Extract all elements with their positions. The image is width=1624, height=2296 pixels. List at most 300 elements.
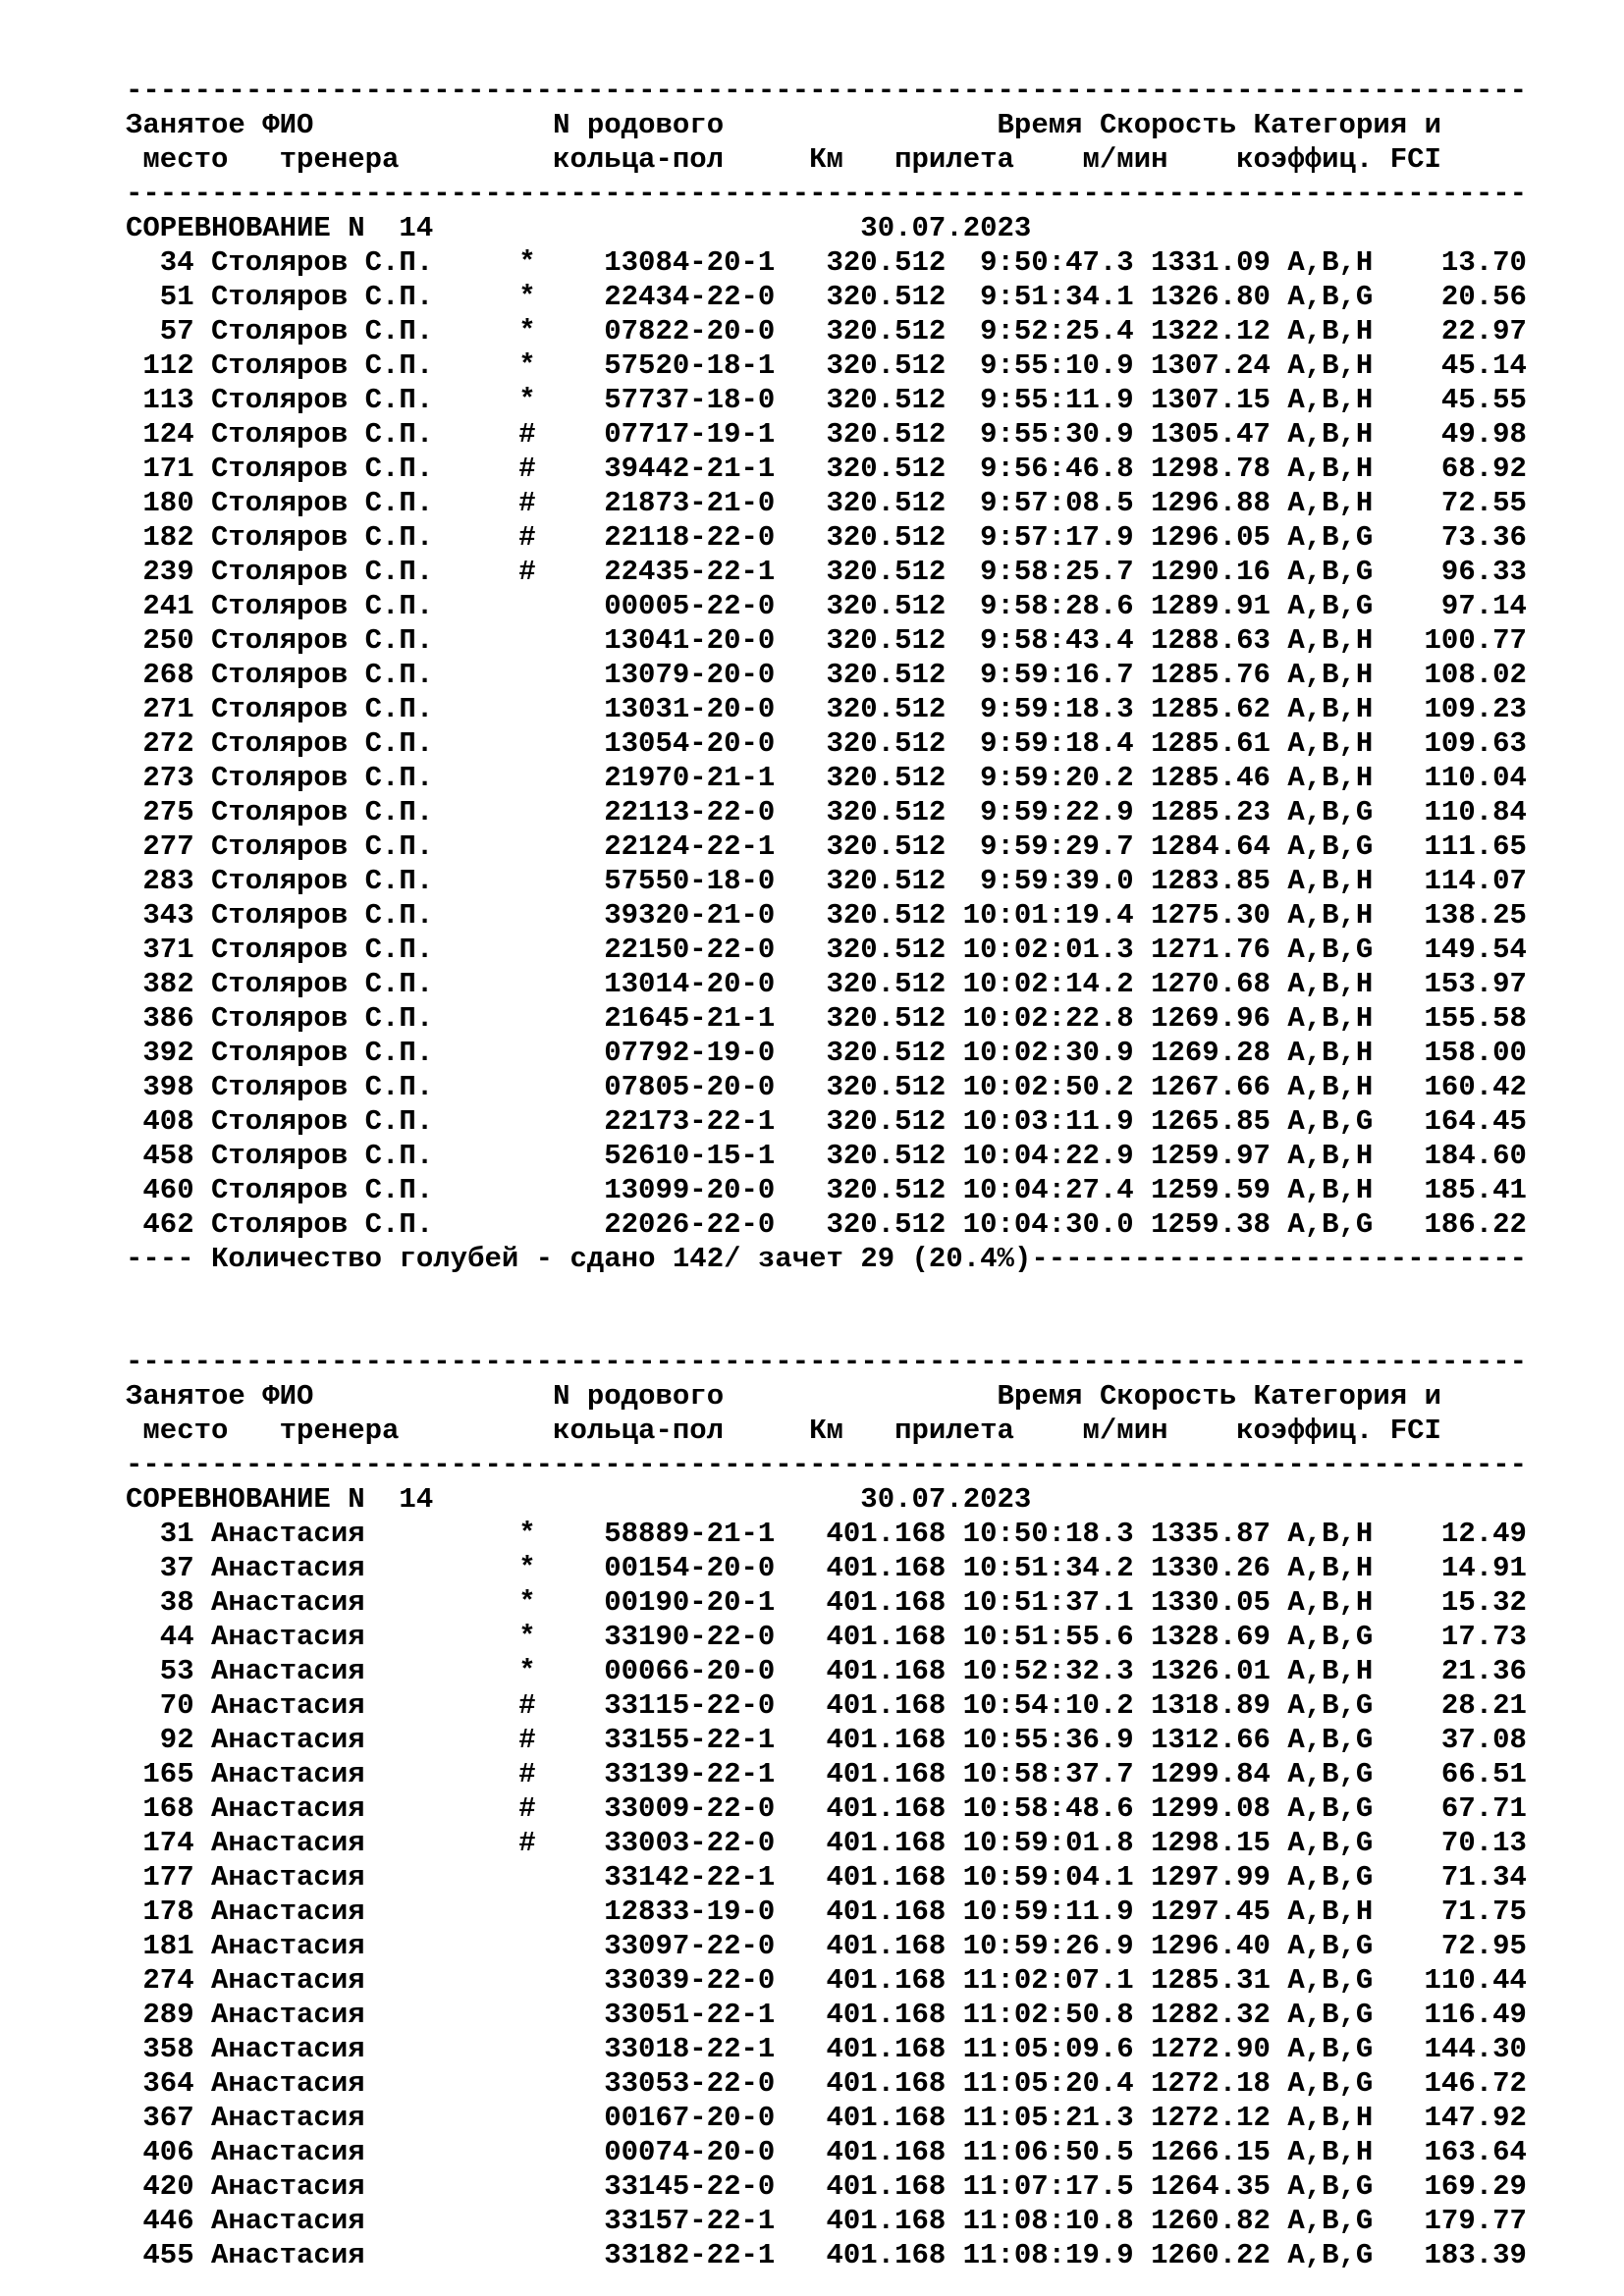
row-category: A,B,H [1287, 1655, 1374, 1687]
row-category: A,B,G [1287, 1792, 1374, 1825]
row-trainer-name: Столяров С.П. [211, 693, 434, 725]
row-km: 401.168 [826, 1689, 947, 1722]
row-speed: 1267.66 [1151, 1071, 1271, 1103]
header-arrival: прилета [894, 1415, 1014, 1447]
row-trainer-name: Анастасия [211, 1758, 365, 1790]
row-arrival-time: 11:06:50.5 [962, 2136, 1134, 2168]
row-trainer-name: Столяров С.П. [211, 246, 434, 279]
row-ring-number: 52610-15-1 [604, 1140, 776, 1172]
row-arrival-time: 11:02:50.8 [962, 1999, 1134, 2031]
header-arrival: прилета [894, 143, 1014, 176]
row-ring-number: 57520-18-1 [604, 349, 776, 382]
sp [194, 555, 211, 589]
row-speed: 1298.78 [1151, 453, 1271, 485]
sp [194, 1895, 211, 1929]
row-km: 320.512 [826, 899, 947, 932]
row-category: A,B,H [1287, 1071, 1374, 1103]
row-category: A,B,G [1287, 1930, 1374, 1962]
row-km: 320.512 [826, 315, 947, 347]
row-ring-number: 07805-20-0 [604, 1071, 776, 1103]
sp [536, 1104, 605, 1139]
sp [536, 1791, 605, 1826]
table-row [126, 1757, 1527, 1791]
row-arrival-time: 10:59:01.8 [962, 1827, 1134, 1859]
row-trainer-name: Анастасия [211, 1827, 365, 1859]
header-ring: N родового [553, 109, 725, 141]
row-fci: 109.63 [1424, 727, 1527, 760]
sp [536, 1826, 605, 1860]
row-mark: # [518, 487, 536, 519]
sp [536, 1688, 605, 1723]
row-km: 320.512 [826, 830, 947, 863]
row-speed: 1283.85 [1151, 865, 1271, 897]
row-place: 398 [142, 1071, 194, 1103]
table-row [126, 1895, 1527, 1929]
row-place: 180 [142, 487, 194, 519]
row-speed: 1272.12 [1151, 2102, 1271, 2134]
row-ring-number: 13099-20-0 [604, 1174, 776, 1206]
table-row [126, 658, 1527, 692]
row-trainer-name: Анастасия [211, 1896, 365, 1928]
row-km: 320.512 [826, 1105, 947, 1138]
sp [1271, 898, 1287, 933]
sp [536, 280, 605, 314]
row-km: 320.512 [826, 1174, 947, 1206]
row-speed: 1312.66 [1151, 1724, 1271, 1756]
row-trainer-name: Анастасия [211, 1999, 365, 2031]
table-row [126, 348, 1527, 383]
row-speed: 1328.69 [1151, 1621, 1271, 1653]
row-ring-number: 33053-22-0 [604, 2067, 776, 2100]
row-arrival-time: 9:59:22.9 [980, 796, 1134, 828]
row-place: 239 [142, 556, 194, 588]
row-speed: 1285.46 [1151, 762, 1271, 794]
header-row-2 [126, 1414, 1527, 1448]
row-arrival-time: 9:59:16.7 [980, 659, 1134, 691]
sp [536, 1585, 605, 1620]
sp [194, 1517, 211, 1551]
sp [1271, 658, 1287, 692]
row-fci: 66.51 [1440, 1758, 1527, 1790]
top-rule [126, 1345, 1527, 1379]
sp [194, 2204, 211, 2238]
sp [1271, 245, 1287, 280]
sp [1271, 2238, 1287, 2272]
row-arrival-time: 10:50:18.3 [962, 1518, 1134, 1550]
header-category: Категория и [1253, 1380, 1441, 1413]
table-row [126, 1139, 1527, 1173]
row-km: 320.512 [826, 1002, 947, 1035]
row-place: 408 [142, 1105, 194, 1138]
row-fci: 110.04 [1424, 762, 1527, 794]
row-arrival-time: 9:58:43.4 [980, 624, 1134, 657]
sp [536, 1860, 605, 1895]
table-row [126, 2066, 1527, 2101]
row-place: 460 [142, 1174, 194, 1206]
sp [536, 795, 605, 829]
row-fci: 72.55 [1440, 487, 1527, 519]
row-place: 182 [142, 521, 194, 554]
row-place: 343 [142, 899, 194, 932]
row-km: 401.168 [826, 1552, 947, 1584]
row-place: 174 [142, 1827, 194, 1859]
row-trainer-name: Столяров С.П. [211, 1002, 434, 1035]
row-speed: 1331.09 [1151, 246, 1271, 279]
row-ring-number: 39320-21-0 [604, 899, 776, 932]
sp [536, 1654, 605, 1688]
row-arrival-time: 10:02:14.2 [962, 968, 1134, 1000]
row-speed: 1290.16 [1151, 556, 1271, 588]
row-arrival-time: 9:57:08.5 [980, 487, 1134, 519]
row-category: A,B,G [1287, 2033, 1374, 2065]
row-trainer-name: Анастасия [211, 1518, 365, 1550]
sp [536, 1173, 605, 1207]
sp [1271, 348, 1287, 383]
sp [536, 692, 605, 726]
row-mark: # [518, 521, 536, 554]
sp [194, 623, 211, 658]
row-speed: 1299.08 [1151, 1792, 1271, 1825]
row-km: 320.512 [826, 246, 947, 279]
row-km: 320.512 [826, 1140, 947, 1172]
row-arrival-time: 11:05:20.4 [962, 2067, 1134, 2100]
row-arrival-time: 9:58:28.6 [980, 590, 1134, 622]
row-category: A,B,H [1287, 453, 1374, 485]
sp [1271, 1139, 1287, 1173]
sp [1271, 761, 1287, 795]
row-fci: 97.14 [1440, 590, 1527, 622]
row-km: 401.168 [826, 2102, 947, 2134]
row-category: A,B,H [1287, 1037, 1374, 1069]
competition-number: 14 [399, 1483, 434, 1516]
row-speed: 1298.15 [1151, 1827, 1271, 1859]
sp [194, 1723, 211, 1757]
row-mark: * [518, 246, 536, 279]
row-km: 320.512 [826, 384, 947, 416]
sp [1271, 1963, 1287, 1998]
row-ring-number: 58889-21-1 [604, 1518, 776, 1550]
competition-label: СОРЕВНОВАНИЕ N [126, 212, 365, 244]
table-row [126, 2169, 1527, 2204]
header-time: Время [997, 1380, 1083, 1413]
row-ring-number: 13014-20-0 [604, 968, 776, 1000]
sp [1271, 1860, 1287, 1895]
row-km: 401.168 [826, 2205, 947, 2237]
row-category: A,B,G [1287, 1964, 1374, 1997]
row-ring-number: 22434-22-0 [604, 281, 776, 313]
row-ring-number: 33018-22-1 [604, 2033, 776, 2065]
sp [194, 898, 211, 933]
row-trainer-name: Столяров С.П. [211, 659, 434, 691]
row-speed: 1288.63 [1151, 624, 1271, 657]
row-place: 289 [142, 1999, 194, 2031]
row-arrival-time: 9:59:18.4 [980, 727, 1134, 760]
row-category: A,B,H [1287, 865, 1374, 897]
row-speed: 1271.76 [1151, 934, 1271, 966]
row-speed: 1326.80 [1151, 281, 1271, 313]
header-km: Км [809, 143, 843, 176]
row-speed: 1260.22 [1151, 2239, 1271, 2271]
sp [194, 1104, 211, 1139]
sp [536, 623, 605, 658]
sp [194, 1757, 211, 1791]
row-arrival-time: 9:59:29.7 [980, 830, 1134, 863]
sp [1271, 314, 1287, 348]
row-place: 455 [142, 2239, 194, 2271]
row-fci: 71.75 [1440, 1896, 1527, 1928]
row-ring-number: 13054-20-0 [604, 727, 776, 760]
row-place: 358 [142, 2033, 194, 2065]
table-row [126, 1963, 1527, 1998]
row-fci: 116.49 [1424, 1999, 1527, 2031]
table-row [126, 1070, 1527, 1104]
sp [536, 314, 605, 348]
table-row [126, 1723, 1527, 1757]
sp [1271, 829, 1287, 864]
sp [194, 1001, 211, 1036]
row-fci: 153.97 [1424, 968, 1527, 1000]
row-km: 401.168 [826, 1792, 947, 1825]
sp [1271, 555, 1287, 589]
table-row [126, 829, 1527, 864]
row-trainer-name: Столяров С.П. [211, 1208, 434, 1241]
section-gap [126, 1276, 1527, 1345]
row-speed: 1296.40 [1151, 1930, 1271, 1962]
table-row [126, 1517, 1527, 1551]
row-arrival-time: 10:03:11.9 [962, 1105, 1134, 1138]
row-place: 57 [159, 315, 194, 347]
competition-line [126, 1482, 1527, 1517]
row-speed: 1297.99 [1151, 1861, 1271, 1894]
row-km: 401.168 [826, 1861, 947, 1894]
row-km: 320.512 [826, 487, 947, 519]
header-rule [126, 1448, 1527, 1482]
sp [194, 1654, 211, 1688]
row-fci: 72.95 [1440, 1930, 1527, 1962]
row-trainer-name: Столяров С.П. [211, 1174, 434, 1206]
row-ring-number: 13084-20-1 [604, 246, 776, 279]
row-fci: 183.39 [1424, 2239, 1527, 2271]
row-fci: 147.92 [1424, 2102, 1527, 2134]
sp [194, 245, 211, 280]
row-speed: 1285.61 [1151, 727, 1271, 760]
row-fci: 186.22 [1424, 1208, 1527, 1241]
sp [1083, 1379, 1100, 1414]
row-arrival-time: 11:05:09.6 [962, 2033, 1134, 2065]
row-arrival-time: 9:59:18.3 [980, 693, 1134, 725]
row-km: 401.168 [826, 1827, 947, 1859]
row-place: 420 [142, 2170, 194, 2203]
sp [194, 864, 211, 898]
row-trainer-name: Столяров С.П. [211, 865, 434, 897]
row-ring-number: 22113-22-0 [604, 796, 776, 828]
sp [536, 1895, 605, 1929]
table-row [126, 2135, 1527, 2169]
sp [1271, 967, 1287, 1001]
row-fci: 146.72 [1424, 2067, 1527, 2100]
row-trainer-name: Столяров С.П. [211, 1071, 434, 1103]
row-category: A,B,G [1287, 1105, 1374, 1138]
header-place: Занятое [126, 109, 245, 141]
sp [1031, 1414, 1082, 1448]
header-ring-2: кольца-пол [553, 143, 725, 176]
row-place: 113 [142, 384, 194, 416]
row-category: A,B,H [1287, 246, 1374, 279]
sp [194, 520, 211, 555]
header-km: Км [809, 1415, 843, 1447]
row-place: 124 [142, 418, 194, 451]
row-speed: 1335.87 [1151, 1518, 1271, 1550]
sp [1271, 417, 1287, 452]
sp [843, 142, 894, 177]
sp [194, 1036, 211, 1070]
row-fci: 45.55 [1440, 384, 1527, 416]
row-trainer-name: Столяров С.П. [211, 762, 434, 794]
row-trainer-name: Столяров С.П. [211, 281, 434, 313]
row-category: A,B,G [1287, 796, 1374, 828]
row-category: A,B,H [1287, 1552, 1374, 1584]
row-fci: 163.64 [1424, 2136, 1527, 2168]
rule-text: ---------------------------------------------------------------------------------- [126, 178, 1528, 210]
top-rule [126, 74, 1527, 108]
table-row [126, 280, 1527, 314]
row-speed: 1260.82 [1151, 2205, 1271, 2237]
row-speed: 1272.90 [1151, 2033, 1271, 2065]
row-fci: 49.98 [1440, 418, 1527, 451]
header-speed: Скорость [1099, 1380, 1237, 1413]
sp [1271, 1688, 1287, 1723]
row-category: A,B,H [1287, 487, 1374, 519]
row-fci: 70.13 [1440, 1827, 1527, 1859]
row-trainer-name: Столяров С.П. [211, 899, 434, 932]
table-row [126, 2238, 1527, 2272]
row-speed: 1259.59 [1151, 1174, 1271, 1206]
row-trainer-name: Столяров С.П. [211, 1037, 434, 1069]
table-row [126, 726, 1527, 761]
sp [1236, 108, 1253, 142]
sp [536, 1757, 605, 1791]
row-km: 320.512 [826, 796, 947, 828]
row-category: A,B,G [1287, 521, 1374, 554]
header-time: Время [997, 109, 1083, 141]
row-trainer-name: Столяров С.П. [211, 384, 434, 416]
table-row [126, 1654, 1527, 1688]
row-speed: 1285.76 [1151, 659, 1271, 691]
row-arrival-time: 10:04:27.4 [962, 1174, 1134, 1206]
row-arrival-time: 10:51:37.1 [962, 1586, 1134, 1619]
row-fci: 160.42 [1424, 1071, 1527, 1103]
row-speed: 1259.97 [1151, 1140, 1271, 1172]
sp [194, 1551, 211, 1585]
sp [194, 1207, 211, 1242]
table-row [126, 314, 1527, 348]
sp [536, 2135, 605, 2169]
table-row [126, 967, 1527, 1001]
table-row [126, 933, 1527, 967]
row-speed: 1299.84 [1151, 1758, 1271, 1790]
row-category: A,B,G [1287, 1758, 1374, 1790]
sp [536, 1963, 605, 1998]
header-fci: FCI [1389, 143, 1441, 176]
sp [1271, 795, 1287, 829]
row-speed: 1307.15 [1151, 384, 1271, 416]
row-arrival-time: 9:50:47.3 [980, 246, 1134, 279]
row-place: 171 [142, 453, 194, 485]
row-km: 320.512 [826, 624, 947, 657]
table-row [126, 1620, 1527, 1654]
sp [433, 1482, 860, 1517]
row-place: 250 [142, 624, 194, 657]
row-speed: 1264.35 [1151, 2170, 1271, 2203]
row-place: 178 [142, 1896, 194, 1928]
row-km: 320.512 [826, 281, 947, 313]
row-fci: 169.29 [1424, 2170, 1527, 2203]
row-category: A,B,G [1287, 1208, 1374, 1241]
row-fci: 138.25 [1424, 899, 1527, 932]
sp [536, 2169, 605, 2204]
row-trainer-name: Столяров С.П. [211, 968, 434, 1000]
row-speed: 1265.85 [1151, 1105, 1271, 1138]
row-fci: 68.92 [1440, 453, 1527, 485]
row-arrival-time: 9:55:30.9 [980, 418, 1134, 451]
sp [194, 726, 211, 761]
sp [536, 1036, 605, 1070]
row-trainer-name: Анастасия [211, 1621, 365, 1653]
sp [194, 2101, 211, 2135]
row-trainer-name: Анастасия [211, 1552, 365, 1584]
row-arrival-time: 10:55:36.9 [962, 1724, 1134, 1756]
row-fci: 17.73 [1440, 1621, 1527, 1653]
row-place: 406 [142, 2136, 194, 2168]
sp [536, 589, 605, 623]
sp [536, 761, 605, 795]
row-trainer-name: Анастасия [211, 2067, 365, 2100]
row-place: 34 [159, 246, 194, 279]
row-trainer-name: Столяров С.П. [211, 1105, 434, 1138]
row-category: A,B,G [1287, 2205, 1374, 2237]
header-ring-2: кольца-пол [553, 1415, 725, 1447]
row-km: 320.512 [826, 659, 947, 691]
header-fci: FCI [1389, 1415, 1441, 1447]
row-km: 320.512 [826, 727, 947, 760]
row-ring-number: 07822-20-0 [604, 315, 776, 347]
row-arrival-time: 9:59:20.2 [980, 762, 1134, 794]
row-fci: 185.41 [1424, 1174, 1527, 1206]
row-mark: * [518, 349, 536, 382]
row-speed: 1330.05 [1151, 1586, 1271, 1619]
row-ring-number: 57550-18-0 [604, 865, 776, 897]
row-arrival-time: 10:02:30.9 [962, 1037, 1134, 1069]
row-place: 53 [159, 1655, 194, 1687]
row-category: A,B,H [1287, 624, 1374, 657]
row-fci: 37.08 [1440, 1724, 1527, 1756]
row-arrival-time: 9:55:10.9 [980, 349, 1134, 382]
row-fci: 15.32 [1440, 1586, 1527, 1619]
row-category: A,B,G [1287, 556, 1374, 588]
row-ring-number: 07717-19-1 [604, 418, 776, 451]
row-category: A,B,G [1287, 281, 1374, 313]
row-arrival-time: 9:52:25.4 [980, 315, 1134, 347]
sp [1373, 1414, 1389, 1448]
row-ring-number: 00066-20-0 [604, 1655, 776, 1687]
row-place: 70 [159, 1689, 194, 1722]
sp [536, 2238, 605, 2272]
row-km: 320.512 [826, 418, 947, 451]
row-category: A,B,G [1287, 590, 1374, 622]
table-row [126, 623, 1527, 658]
row-trainer-name: Анастасия [211, 1930, 365, 1962]
row-place: 177 [142, 1861, 194, 1894]
